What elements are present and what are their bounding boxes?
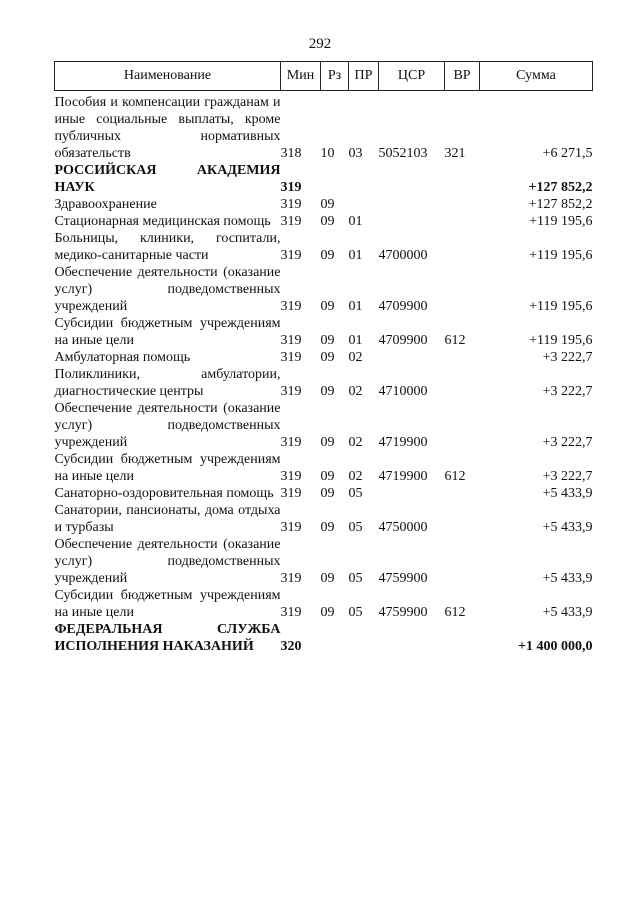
row-min: 319	[280, 486, 302, 501]
row-name: Обеспечение деятельности (оказание услуг) подведомственных учреждений	[54, 401, 281, 450]
header-name: Наименование	[55, 62, 281, 91]
row-min: 319	[280, 333, 302, 348]
table-row	[55, 213, 593, 230]
row-name: Стационарная медицинская помощь	[54, 214, 271, 229]
row-name: Поликлиники, амбулатории, диагностические центры	[54, 367, 281, 399]
row-vr: 321	[444, 146, 466, 161]
header-rz: Рз	[321, 62, 349, 91]
table-row	[55, 91, 593, 163]
row-vr	[445, 264, 480, 315]
row-rz: 09	[320, 214, 335, 229]
row-sum: +3 222,7	[542, 350, 593, 365]
row-sum: +5 433,9	[542, 571, 593, 586]
table-row	[55, 587, 593, 621]
row-name: Санатории, пансионаты, дома отдыха и турбазы	[54, 503, 281, 535]
row-pr	[349, 196, 379, 213]
row-name: Субсидии бюджетным учреждениям на иные цели	[54, 316, 281, 348]
row-pr: 01	[348, 214, 363, 229]
row-min: 319	[280, 350, 302, 365]
row-min: 319	[280, 180, 302, 195]
row-rz: 09	[320, 197, 335, 212]
row-rz: 09	[320, 299, 335, 314]
row-name: Обеспечение деятельности (оказание услуг) подведомственных учреждений	[54, 537, 281, 586]
row-min: 319	[280, 299, 302, 314]
row-vr	[445, 349, 480, 366]
row-min: 319	[280, 384, 302, 399]
row-pr: 05	[348, 486, 363, 501]
table-header-row	[55, 62, 593, 91]
row-sum: +119 195,6	[529, 248, 593, 263]
row-vr: 612	[444, 469, 466, 484]
row-vr	[445, 621, 480, 655]
row-rz: 09	[320, 520, 335, 535]
row-min: 319	[280, 520, 302, 535]
row-pr: 05	[348, 571, 363, 586]
header-sum: Сумма	[480, 62, 593, 91]
row-sum: +127 852,2	[528, 180, 593, 195]
row-csr: 4709900	[378, 299, 428, 314]
row-sum: +119 195,6	[529, 299, 593, 314]
row-rz: 10	[320, 146, 335, 161]
row-sum: +3 222,7	[542, 469, 593, 484]
row-csr: 4719900	[378, 435, 428, 450]
header-pr: ПР	[349, 62, 379, 91]
row-name: Субсидии бюджетным учреждениям на иные цели	[54, 588, 281, 620]
table-row	[55, 196, 593, 213]
row-sum: +6 271,5	[542, 146, 593, 161]
row-csr	[379, 213, 445, 230]
header-min: Мин	[281, 62, 321, 91]
table-row	[55, 536, 593, 587]
row-min: 320	[280, 639, 302, 654]
table-row	[55, 230, 593, 264]
row-csr	[379, 485, 445, 502]
row-csr: 4700000	[378, 248, 428, 263]
row-name: Амбулаторная помощь	[54, 350, 191, 365]
row-rz: 09	[320, 486, 335, 501]
table-body	[55, 91, 593, 656]
row-csr: 5052103	[378, 146, 428, 161]
row-sum: +1 400 000,0	[518, 639, 593, 654]
row-pr: 05	[348, 605, 363, 620]
row-sum: +119 195,6	[529, 333, 593, 348]
row-rz: 09	[320, 605, 335, 620]
row-vr	[445, 485, 480, 502]
row-rz	[321, 621, 349, 655]
row-pr: 03	[348, 146, 363, 161]
row-rz: 09	[320, 384, 335, 399]
row-min: 318	[280, 146, 302, 161]
row-pr: 02	[348, 469, 363, 484]
row-pr	[349, 162, 379, 196]
table-row	[55, 485, 593, 502]
row-csr	[379, 349, 445, 366]
row-name: Субсидии бюджетным учреждениям на иные цели	[54, 452, 281, 484]
row-rz: 09	[320, 571, 335, 586]
row-csr: 4759900	[378, 571, 428, 586]
row-min: 319	[280, 197, 302, 212]
row-pr: 01	[348, 333, 363, 348]
header-csr: ЦСР	[379, 62, 445, 91]
row-rz: 09	[320, 350, 335, 365]
row-csr: 4710000	[378, 384, 428, 399]
row-vr: 612	[444, 605, 466, 620]
row-rz: 09	[320, 435, 335, 450]
row-csr	[379, 621, 445, 655]
row-pr	[349, 621, 379, 655]
row-name: ФЕДЕРАЛЬНАЯ СЛУЖБА ИСПОЛНЕНИЯ НАКАЗАНИЙ	[54, 622, 281, 654]
row-min: 319	[280, 571, 302, 586]
table-row	[55, 315, 593, 349]
row-pr: 02	[348, 435, 363, 450]
row-sum: +3 222,7	[542, 384, 593, 399]
row-pr: 01	[348, 248, 363, 263]
row-csr	[379, 162, 445, 196]
header-vr: ВР	[445, 62, 480, 91]
row-sum: +5 433,9	[542, 486, 593, 501]
row-name: Пособия и компенсации гражданам и иные социальные выплаты, кроме публичных нормативных обязательств	[54, 95, 281, 161]
table-row	[55, 451, 593, 485]
row-vr	[445, 162, 480, 196]
table-row	[55, 366, 593, 400]
row-min: 319	[280, 469, 302, 484]
row-csr: 4719900	[378, 469, 428, 484]
row-csr	[379, 196, 445, 213]
row-vr	[445, 400, 480, 451]
table-row	[55, 162, 593, 196]
row-pr: 01	[348, 299, 363, 314]
row-csr: 4750000	[378, 520, 428, 535]
row-csr: 4759900	[378, 605, 428, 620]
row-rz: 09	[320, 248, 335, 263]
page-number: 292	[308, 36, 332, 52]
row-vr	[445, 196, 480, 213]
row-vr	[445, 213, 480, 230]
table-row	[55, 502, 593, 536]
row-sum: +5 433,9	[542, 520, 593, 535]
table-row	[55, 349, 593, 366]
table-row	[55, 264, 593, 315]
row-min: 319	[280, 214, 302, 229]
row-csr: 4709900	[378, 333, 428, 348]
row-vr	[445, 502, 480, 536]
row-name: Санаторно-оздоровительная помощь	[54, 486, 274, 501]
row-name: Больницы, клиники, госпитали, медико-санитарные части	[54, 231, 281, 263]
row-vr	[445, 366, 480, 400]
table-row	[55, 621, 593, 655]
row-min: 319	[280, 605, 302, 620]
row-rz: 09	[320, 333, 335, 348]
row-vr	[445, 536, 480, 587]
row-sum: +119 195,6	[529, 214, 593, 229]
row-pr: 02	[348, 350, 363, 365]
row-name: Обеспечение деятельности (оказание услуг) подведомственных учреждений	[54, 265, 281, 314]
row-name: Здравоохранение	[54, 197, 157, 212]
row-min: 319	[280, 248, 302, 263]
budget-table	[54, 61, 593, 655]
row-sum: +5 433,9	[542, 605, 593, 620]
row-pr: 05	[348, 520, 363, 535]
row-rz	[321, 162, 349, 196]
row-sum: +3 222,7	[542, 435, 593, 450]
row-pr: 02	[348, 384, 363, 399]
table-row	[55, 400, 593, 451]
row-sum: +127 852,2	[528, 197, 593, 212]
row-rz: 09	[320, 469, 335, 484]
row-min: 319	[280, 435, 302, 450]
row-vr	[445, 230, 480, 264]
row-name: РОССИЙСКАЯ АКАДЕМИЯ НАУК	[54, 163, 281, 195]
row-vr: 612	[444, 333, 466, 348]
